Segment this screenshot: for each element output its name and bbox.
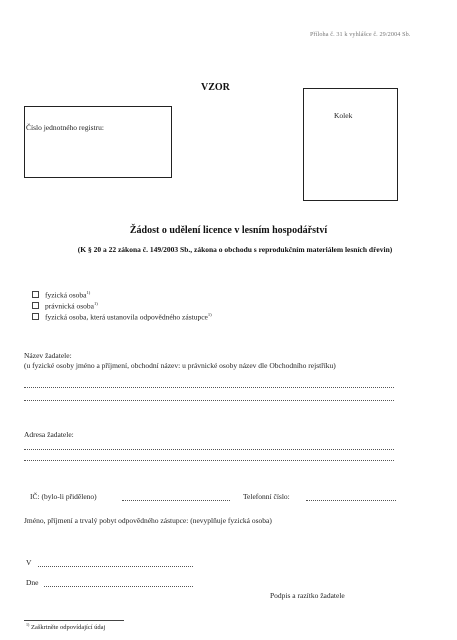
- applicant-address-line-1[interactable]: [24, 449, 394, 450]
- option-fyzicka-osoba[interactable]: [32, 290, 90, 300]
- place-label: V: [26, 558, 32, 567]
- checkbox-icon[interactable]: [32, 302, 39, 309]
- option-note: 1): [207, 312, 212, 317]
- attachment-note: Příloha č. 31 k vyhlášce č. 29/2004 Sb.: [310, 31, 411, 38]
- footnote-mark: 1): [26, 622, 30, 627]
- footnote-divider: [24, 620, 124, 621]
- option-note: 1): [86, 290, 91, 295]
- representative-label: Jméno, příjmení a trvalý pobyt odpovědného zástupce: (nevyplňuje fyzická osoba): [24, 516, 272, 525]
- option-note: 1): [93, 301, 98, 306]
- ic-field[interactable]: [122, 500, 230, 501]
- option-fyzicka-osoba-zastupce[interactable]: [32, 312, 212, 322]
- footnote: [26, 622, 105, 631]
- footnote-text: Zaškrtněte odpovídající údaj: [30, 624, 106, 632]
- applicant-address-line-2[interactable]: [24, 460, 394, 461]
- kolek-box: [303, 88, 398, 201]
- date-field[interactable]: [44, 586, 193, 587]
- phone-field[interactable]: [306, 500, 396, 501]
- applicant-name-label: Název žadatele:: [24, 351, 72, 360]
- registry-label: Číslo jednotného registru:: [26, 123, 104, 132]
- document-subtitle: (K § 20 a 22 zákona č. 149/2003 Sb., zákona o obchodu s reprodukčním materiálem lesních dřevin): [77, 245, 393, 254]
- option-label: fyzická osoba, která ustanovila odpovědného zástupce: [45, 312, 208, 322]
- phone-label: Telefonní číslo:: [243, 492, 290, 501]
- applicant-name-line-2[interactable]: [24, 400, 394, 401]
- registry-box: [24, 106, 172, 178]
- option-label: fyzická osoba: [45, 290, 87, 300]
- option-pravnicka-osoba[interactable]: [32, 301, 98, 311]
- applicant-address-label: Adresa žadatele:: [24, 430, 74, 439]
- checkbox-icon[interactable]: [32, 291, 39, 298]
- date-label: Dne: [26, 578, 39, 587]
- ic-label: IČ: (bylo-li přiděleno): [30, 492, 97, 501]
- vzor-heading: VZOR: [201, 82, 230, 93]
- signature-label: Podpis a razítko žadatele: [270, 591, 345, 600]
- applicant-name-line-1[interactable]: [24, 387, 394, 388]
- option-label: právnická osoba: [45, 301, 94, 311]
- kolek-label: Kolek: [334, 111, 353, 120]
- document-title: Žádost o udělení licence v lesním hospodářství: [129, 225, 328, 236]
- applicant-name-hint: (u fyzické osoby jméno a příjmení, obchodní název: u právnické osoby název dle Obchodního rejstříku): [24, 361, 336, 370]
- place-field[interactable]: [38, 566, 193, 567]
- checkbox-icon[interactable]: [32, 313, 39, 320]
